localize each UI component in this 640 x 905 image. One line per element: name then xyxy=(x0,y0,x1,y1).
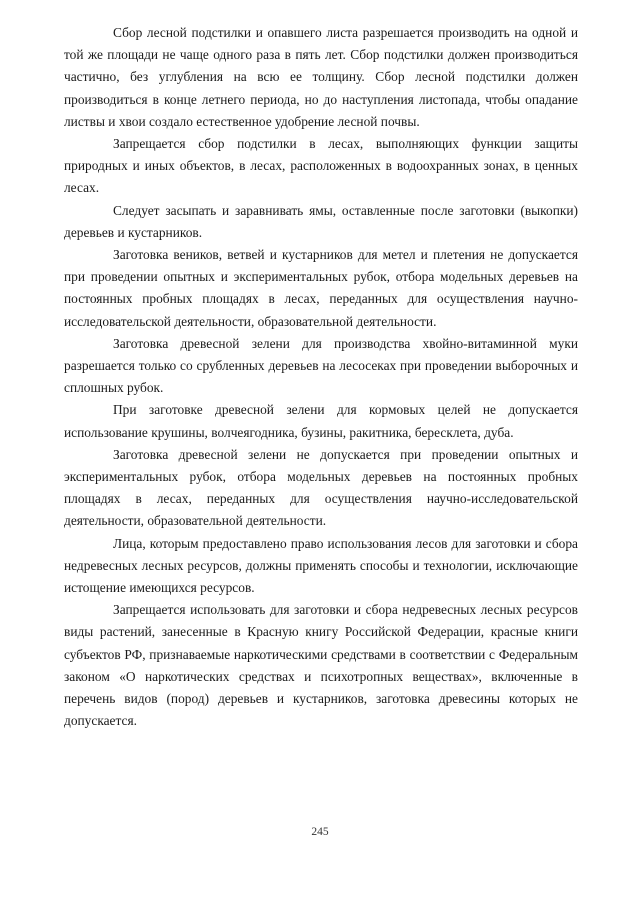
paragraph-greenery-restriction: Заготовка древесной зелени не допускается при проведении опытных и экспериментальных рубок, отбора модельных деревьев на постоянных пробных площадях в лесах, переданных для осуществления научно-исследовательской деятельности, образовательной деятельности. xyxy=(64,446,578,529)
paragraph-litter-collection: Сбор лесной подстилки и опавшего листа разрешается производить на одной и той же площади не чаще одного раза в пять лет. Сбор подстилки должен производиться частично, без углубления на всю ее толщину. Сбор лесной подстилки должен производиться в конце летнего периода, но до наступления листопада, чтобы опадание листвы и хвои создало естественное удобрение лесной почвы. xyxy=(64,25,578,129)
page-number: 245 xyxy=(311,826,329,838)
paragraph-brooms-branches: Заготовка веников, ветвей и кустарников для метел и плетения не допускается при проведении опытных и экспериментальных рубок, отбора модельных деревьев на постоянных пробных площадях в лесах, переданных для осуществления научно-исследовательской деятельности, образовательной деятельности. xyxy=(64,247,578,329)
paragraph-pits-filling: Следует засыпать и заравнивать ямы, оставленные после заготовки (выкопки) деревьев и кустарников. xyxy=(64,202,578,240)
paragraph-fodder-greenery: При заготовке древесной зелени для кормовых целей не допускается использование крушины, волчеягодника, бузины, ракитника, бересклета, дуба. xyxy=(64,402,578,440)
paragraph-litter-prohibition: Запрещается сбор подстилки в лесах, выполняющих функции защиты природных и иных объектов, в лесах, расположенных в водоохранных зонах, в ценных лесах. xyxy=(64,136,578,196)
paragraph-resource-methods: Лица, которым предоставлено право использования лесов для заготовки и сбора недревесных лесных ресурсов, должны применять способы и технологии, исключающие истощение имеющихся ресурсов. xyxy=(64,535,578,596)
paragraph-protected-species: Запрещается использовать для заготовки и сбора недревесных лесных ресурсов виды растений, занесенные в Красную книгу Российской Федерации, красные книги субъектов РФ, признаваемые наркотическими средствами в соответствии с Федеральным законом «О наркотических средствах и психотропных веществах», включенные в перечень видов (пород) деревьев и кустарников, заготовка древесины которых не допускается. xyxy=(64,602,578,729)
document-body xyxy=(64,22,578,733)
paragraph-vitamin-flour: Заготовка древесной зелени для производства хвойно-витаминной муки разрешается только со срубленных деревьев на лесосеках при проведении выборочных и сплошных рубок. xyxy=(64,335,578,396)
